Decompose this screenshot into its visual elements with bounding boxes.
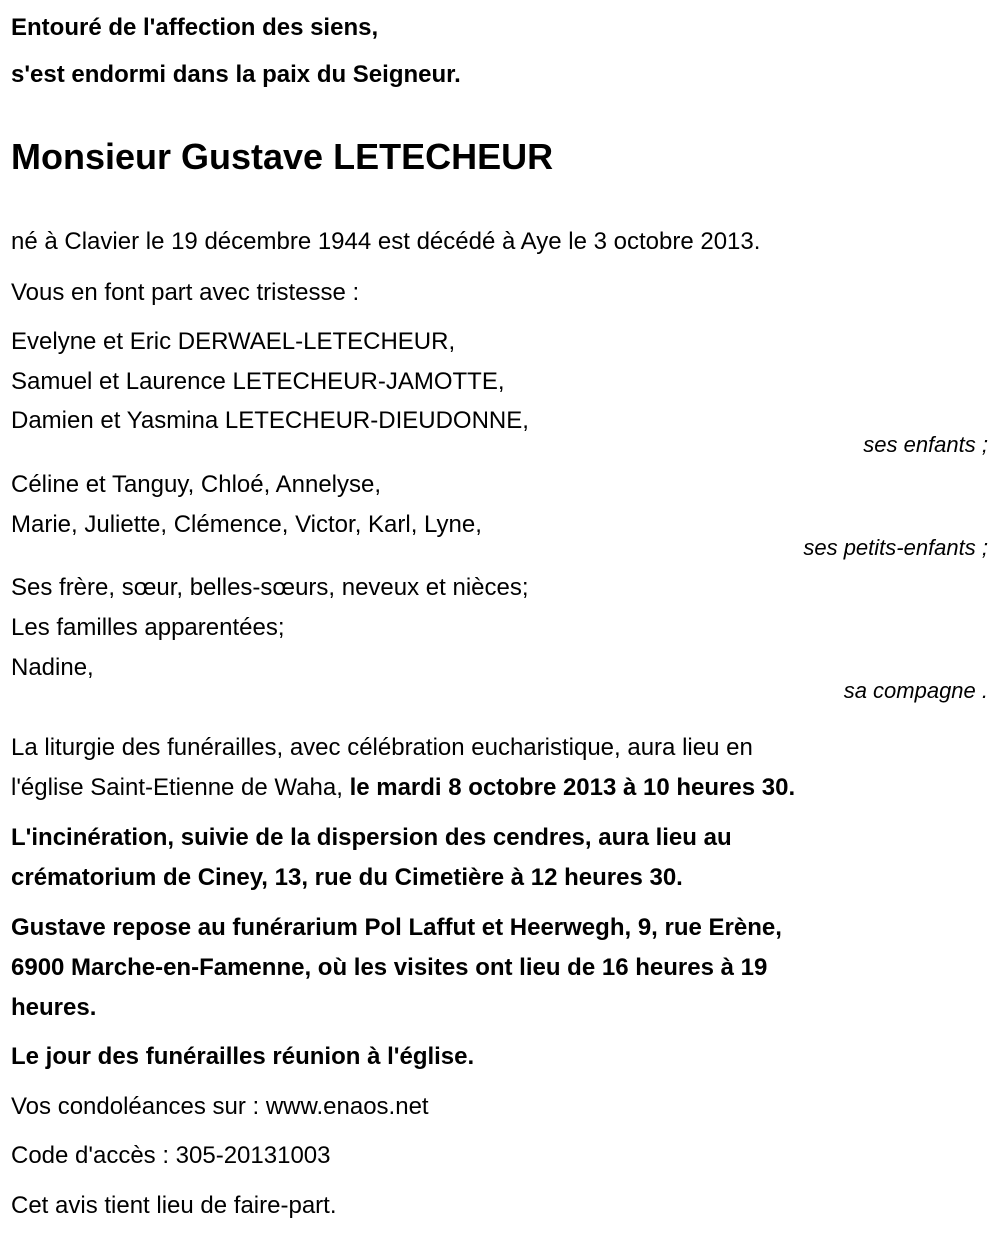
liturgy-date: le mardi 8 octobre 2013 à 10 heures 30. [349, 774, 796, 801]
child-line: Evelyne et Eric DERWAEL-LETECHEUR, [11, 328, 456, 355]
meeting-text: Le jour des funérailles réunion à l'église. [11, 1043, 475, 1070]
intro-line: Entouré de l'affection des siens, [11, 14, 379, 41]
liturgy-line [11, 774, 795, 802]
announce-text: Vous en font part avec tristesse : [11, 279, 360, 306]
child-line: Samuel et Laurence LETECHEUR-JAMOTTE, [11, 368, 505, 395]
relative-line: Ses frère, sœur, belles-sœurs, neveux et nièces; [11, 574, 529, 601]
intro-line: s'est endormi dans la paix du Seigneur. [11, 61, 461, 88]
companion-label: sa compagne . [843, 678, 988, 703]
cremation-line: crématorium de Ciney, 13, rue du Cimetière à 12 heures 30. [11, 864, 683, 891]
deceased-name: Monsieur Gustave LETECHEUR [11, 136, 554, 177]
liturgy-place: l'église Saint-Etienne de Waha, [11, 774, 350, 801]
liturgy-line: La liturgie des funérailles, avec célébration eucharistique, aura lieu en [11, 734, 753, 761]
birth-death-text: né à Clavier le 19 décembre 1944 est décédé à Aye le 3 octobre 2013. [11, 228, 761, 255]
rest-line: 6900 Marche-en-Famenne, où les visites ont lieu de 16 heures à 19 [11, 954, 768, 981]
rest-line: heures. [11, 994, 97, 1021]
grandchildren-label: ses petits-enfants ; [803, 535, 988, 560]
cremation-line: L'incinération, suivie de la dispersion des cendres, aura lieu au [11, 824, 732, 851]
condolences-text: Vos condoléances sur : www.enaos.net [11, 1093, 429, 1120]
access-code-text: Code d'accès : 305-20131003 [11, 1142, 331, 1169]
grandchild-line: Céline et Tanguy, Chloé, Annelyse, [11, 471, 382, 498]
closing-text: Cet avis tient lieu de faire-part. [11, 1192, 337, 1219]
children-label: ses enfants ; [863, 432, 988, 457]
relative-line: Nadine, [11, 654, 94, 681]
relative-line: Les familles apparentées; [11, 614, 285, 641]
rest-line: Gustave repose au funérarium Pol Laffut et Heerwegh, 9, rue Erène, [11, 914, 782, 941]
child-line: Damien et Yasmina LETECHEUR-DIEUDONNE, [11, 407, 529, 434]
grandchild-line: Marie, Juliette, Clémence, Victor, Karl, Lyne, [11, 511, 482, 538]
